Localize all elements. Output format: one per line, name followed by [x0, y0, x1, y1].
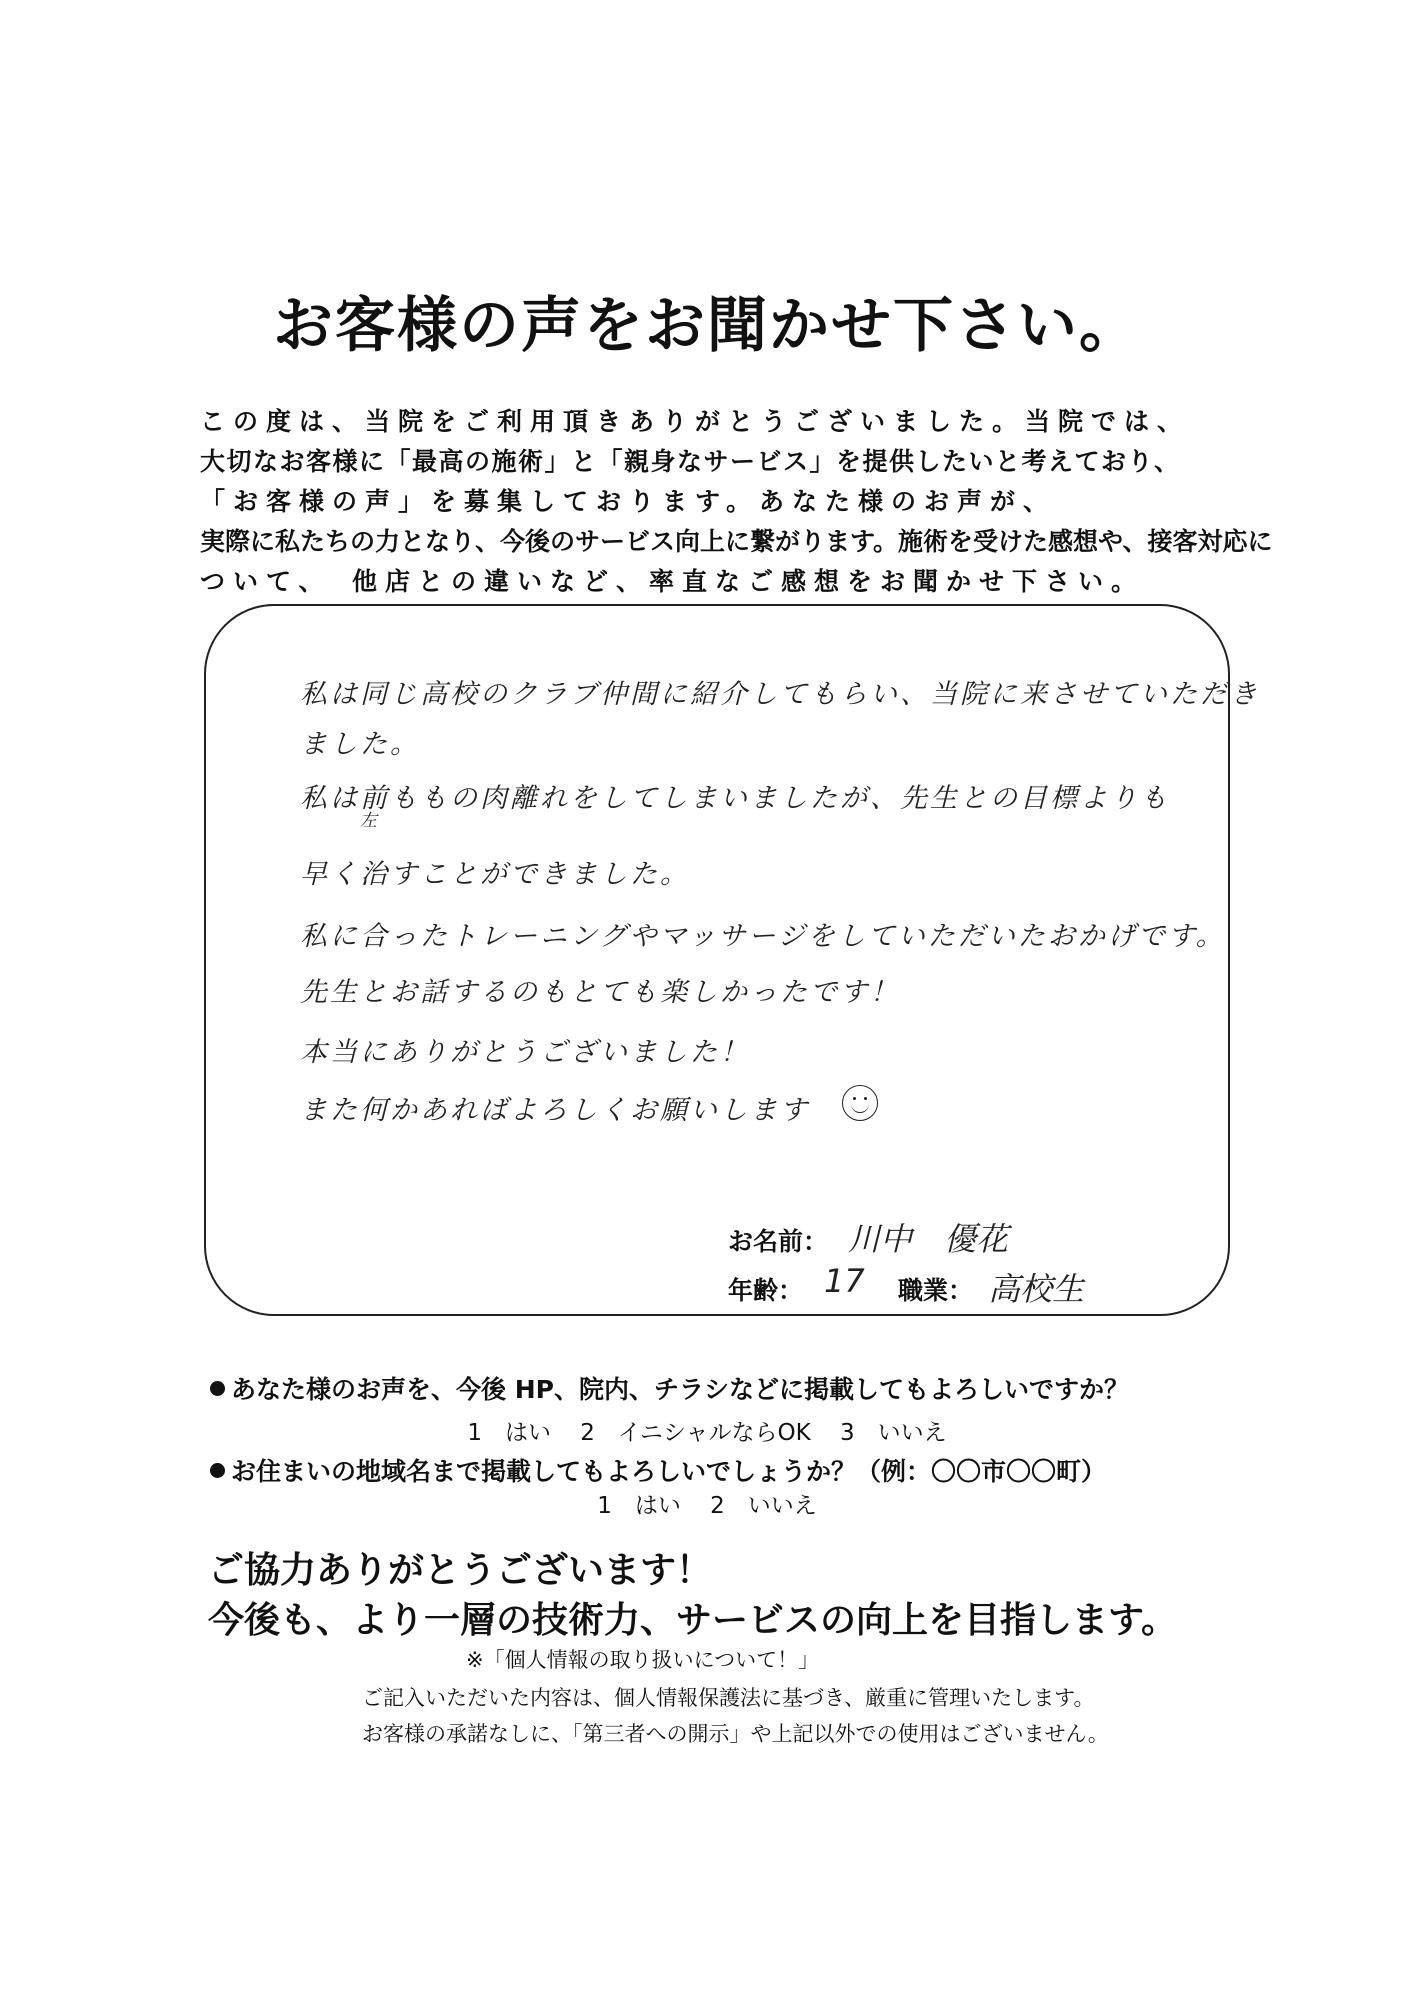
smiley-icon [842, 1085, 878, 1121]
option[interactable]: 2 イニシャルならOK [580, 1420, 811, 1446]
intro-line: 大切なお客様に「最高の施術」と「親身なサービス」を提供したいと考えており、 [200, 447, 1181, 476]
thanks-line-1: ご協力ありがとうございます！ [208, 1550, 713, 1591]
thanks-line-2: 今後も、より一層の技術力、サービスの向上を目指します。 [208, 1600, 1178, 1641]
smiley-eye [864, 1097, 867, 1100]
name-label: お名前： [728, 1227, 829, 1256]
handwritten-insert: 左 [360, 811, 380, 831]
job-label: 職業： [898, 1276, 974, 1305]
page-title: お客様の声をお聞かせ下さい。 [273, 291, 1141, 361]
age-label: 年齢： [728, 1276, 804, 1305]
privacy-title: ※「個人情報の取り扱いについて！」 [466, 1648, 820, 1672]
handwritten-line: 私に合ったトレーニングやマッサージをしていただいたおかげです。 [300, 921, 1226, 952]
bullet-icon [210, 1463, 225, 1478]
handwritten-line: 早く治すことができました。 [300, 859, 690, 890]
intro-line: 実際に私たちの力となり、今後のサービス向上に繋がります。施術を受けた感想や、接客対応に [200, 527, 1273, 556]
age-value: 17 [824, 1262, 865, 1300]
question-2-options [0, 1487, 1414, 1520]
option[interactable]: 1 はい [597, 1493, 681, 1519]
smiley-eye [853, 1097, 856, 1100]
handwritten-line: ました。 [300, 729, 420, 760]
handwritten-line: 先生とお話するのもとても楽しかったです！ [300, 977, 900, 1008]
handwritten-line: 本当にありがとうございました！ [300, 1037, 750, 1068]
name-value: 川中 優花 [848, 1220, 1009, 1258]
intro-line: この度は、当院をご利用頂きありがとうございました。当院では、 [200, 407, 1191, 436]
privacy-line-2: お客様の承諾なしに、「第三者への開示」や上記以外での使用はございません。 [362, 1722, 1109, 1746]
job-value: 高校生 [988, 1270, 1085, 1308]
smiley-mouth [851, 1102, 869, 1113]
question-1-text: あなた様のお声を、今後 HP、院内、チラシなどに掲載してもよろしいですか？ [231, 1375, 1129, 1404]
bullet-icon [210, 1381, 225, 1396]
intro-line: ついて、 他店との違いなど、率直なご感想をお聞かせ下さい。 [200, 567, 1145, 596]
handwritten-line: 私は同じ高校のクラブ仲間に紹介してもらい、当院に来させていただき [300, 679, 1260, 710]
intro-line: 「お客様の声」を募集しております。あなた様のお声が、 [200, 487, 1057, 516]
question-1 [210, 1370, 1129, 1406]
option[interactable]: 3 いいえ [840, 1420, 947, 1446]
question-1-options [0, 1414, 1414, 1447]
handwritten-line: 私は前ももの肉離れをしてしまいましたが、先生との目標よりも [300, 783, 1170, 814]
question-2 [210, 1452, 1106, 1488]
option[interactable]: 2 いいえ [710, 1493, 817, 1519]
question-2-text: お住まいの地域名まで掲載してもよろしいでしょうか？（例：〇〇市〇〇町） [231, 1457, 1107, 1486]
intro-text [200, 402, 1273, 602]
handwritten-line: また何かあればよろしくお願いします [300, 1095, 810, 1126]
option[interactable]: 1 はい [467, 1420, 551, 1446]
privacy-line-1: ご記入いただいた内容は、個人情報保護法に基づき、厳重に管理いたします。 [362, 1686, 1095, 1710]
